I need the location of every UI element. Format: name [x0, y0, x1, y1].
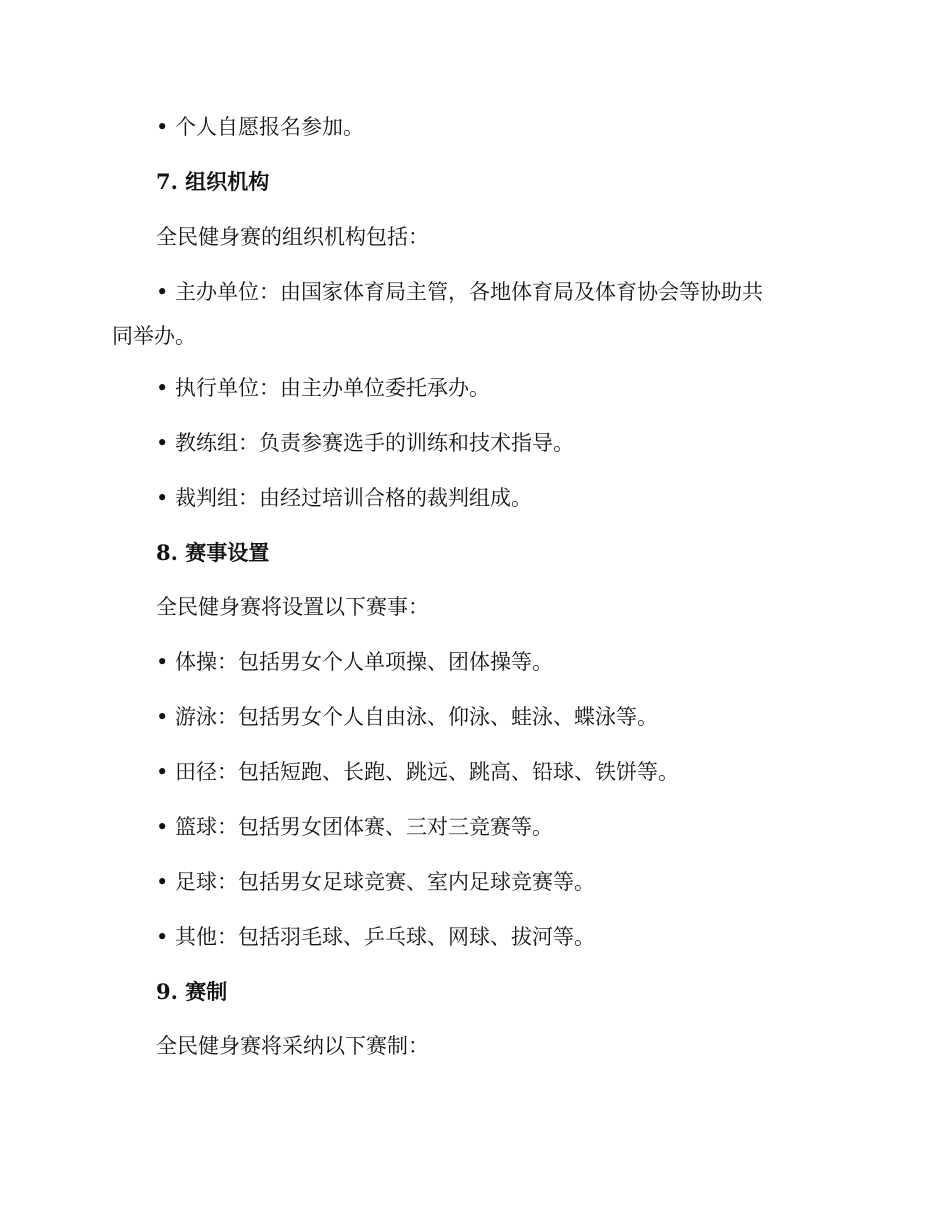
- bullet-item: • 教练组：负责参赛选手的训练和技术指导。: [156, 431, 575, 455]
- section-heading-8: 8. 赛事设置: [156, 540, 270, 565]
- paragraph: 全民健身赛将采纳以下赛制：: [156, 1034, 429, 1058]
- bullet-item: • 足球：包括男女足球竞赛、室内足球竞赛等。: [156, 870, 596, 894]
- bullet-item: • 游泳：包括男女个人自由泳、仰泳、蛙泳、蝶泳等。: [156, 705, 659, 729]
- bullet-item: • 个人自愿报名参加。: [156, 115, 365, 139]
- section-heading-7: 7. 组织机构: [156, 169, 270, 194]
- bullet-item: • 裁判组：由经过培训合格的裁判组成。: [156, 486, 533, 510]
- bullet-item: • 体操：包括男女个人单项操、团体操等。: [156, 650, 554, 674]
- bullet-item: • 田径：包括短跑、长跑、跳远、跳高、铅球、铁饼等。: [156, 760, 680, 784]
- section-heading-9: 9. 赛制: [156, 979, 228, 1004]
- bullet-item: • 其他：包括羽毛球、乒乓球、网球、拔河等。: [156, 925, 596, 949]
- bullet-item: • 执行单位：由主办单位委托承办。: [156, 376, 491, 400]
- bullet-item: • 篮球：包括男女团体赛、三对三竞赛等。: [156, 815, 554, 839]
- paragraph: 全民健身赛的组织机构包括：: [156, 225, 429, 249]
- paragraph: 全民健身赛将设置以下赛事：: [156, 595, 429, 619]
- bullet-item: • 主办单位：由国家体育局主管，各地体育局及体育协会等协助共同举办。: [112, 280, 764, 348]
